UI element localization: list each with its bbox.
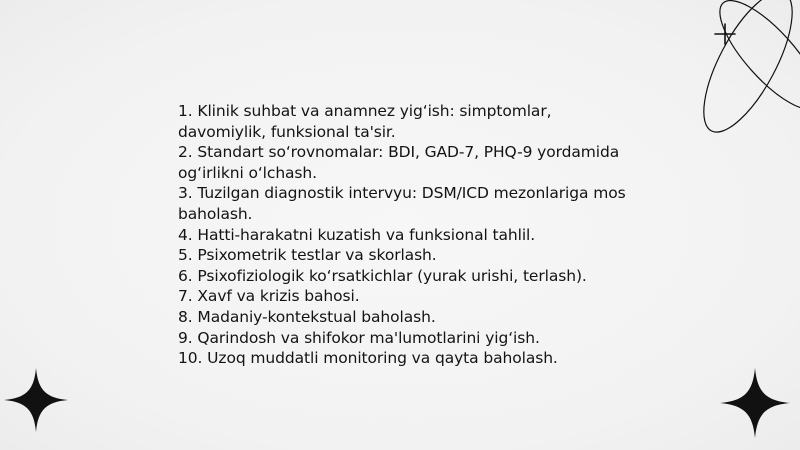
list-item: 8. Madaniy-kontekstual baholash. bbox=[178, 307, 436, 326]
list-item: 10. Uzoq muddatli monitoring va qayta baholash. bbox=[178, 349, 558, 368]
list-item: 7. Xavf va krizis bahosi. bbox=[178, 287, 360, 306]
list-item: 6. Psixofiziologik ko‘rsatkichlar (yurak urishi, terlash). bbox=[178, 266, 587, 285]
four-point-star-icon bbox=[720, 368, 790, 438]
assessment-methods-list bbox=[178, 101, 638, 369]
list-item: 4. Hatti-harakatni kuzatish va funksional tahlil. bbox=[178, 225, 536, 244]
orbit-sparkle-icon bbox=[670, 0, 800, 160]
four-point-star-icon bbox=[4, 368, 68, 432]
list-item: 9. Qarindosh va shifokor ma'lumotlarini yig‘ish. bbox=[178, 328, 540, 347]
list-item: 5. Psixometrik testlar va skorlash. bbox=[178, 246, 437, 265]
list-item: 2. Standart so‘rovnomalar: BDI, GAD-7, PHQ-9 yordamida og‘irlikni o‘lchash. bbox=[178, 143, 620, 182]
list-item: 1. Klinik suhbat va anamnez yig‘ish: simptomlar, davomiylik, funksional ta'sir. bbox=[178, 102, 552, 141]
list-item: 3. Tuzilgan diagnostik intervyu: DSM/ICD mezonlariga mos baholash. bbox=[178, 184, 626, 223]
